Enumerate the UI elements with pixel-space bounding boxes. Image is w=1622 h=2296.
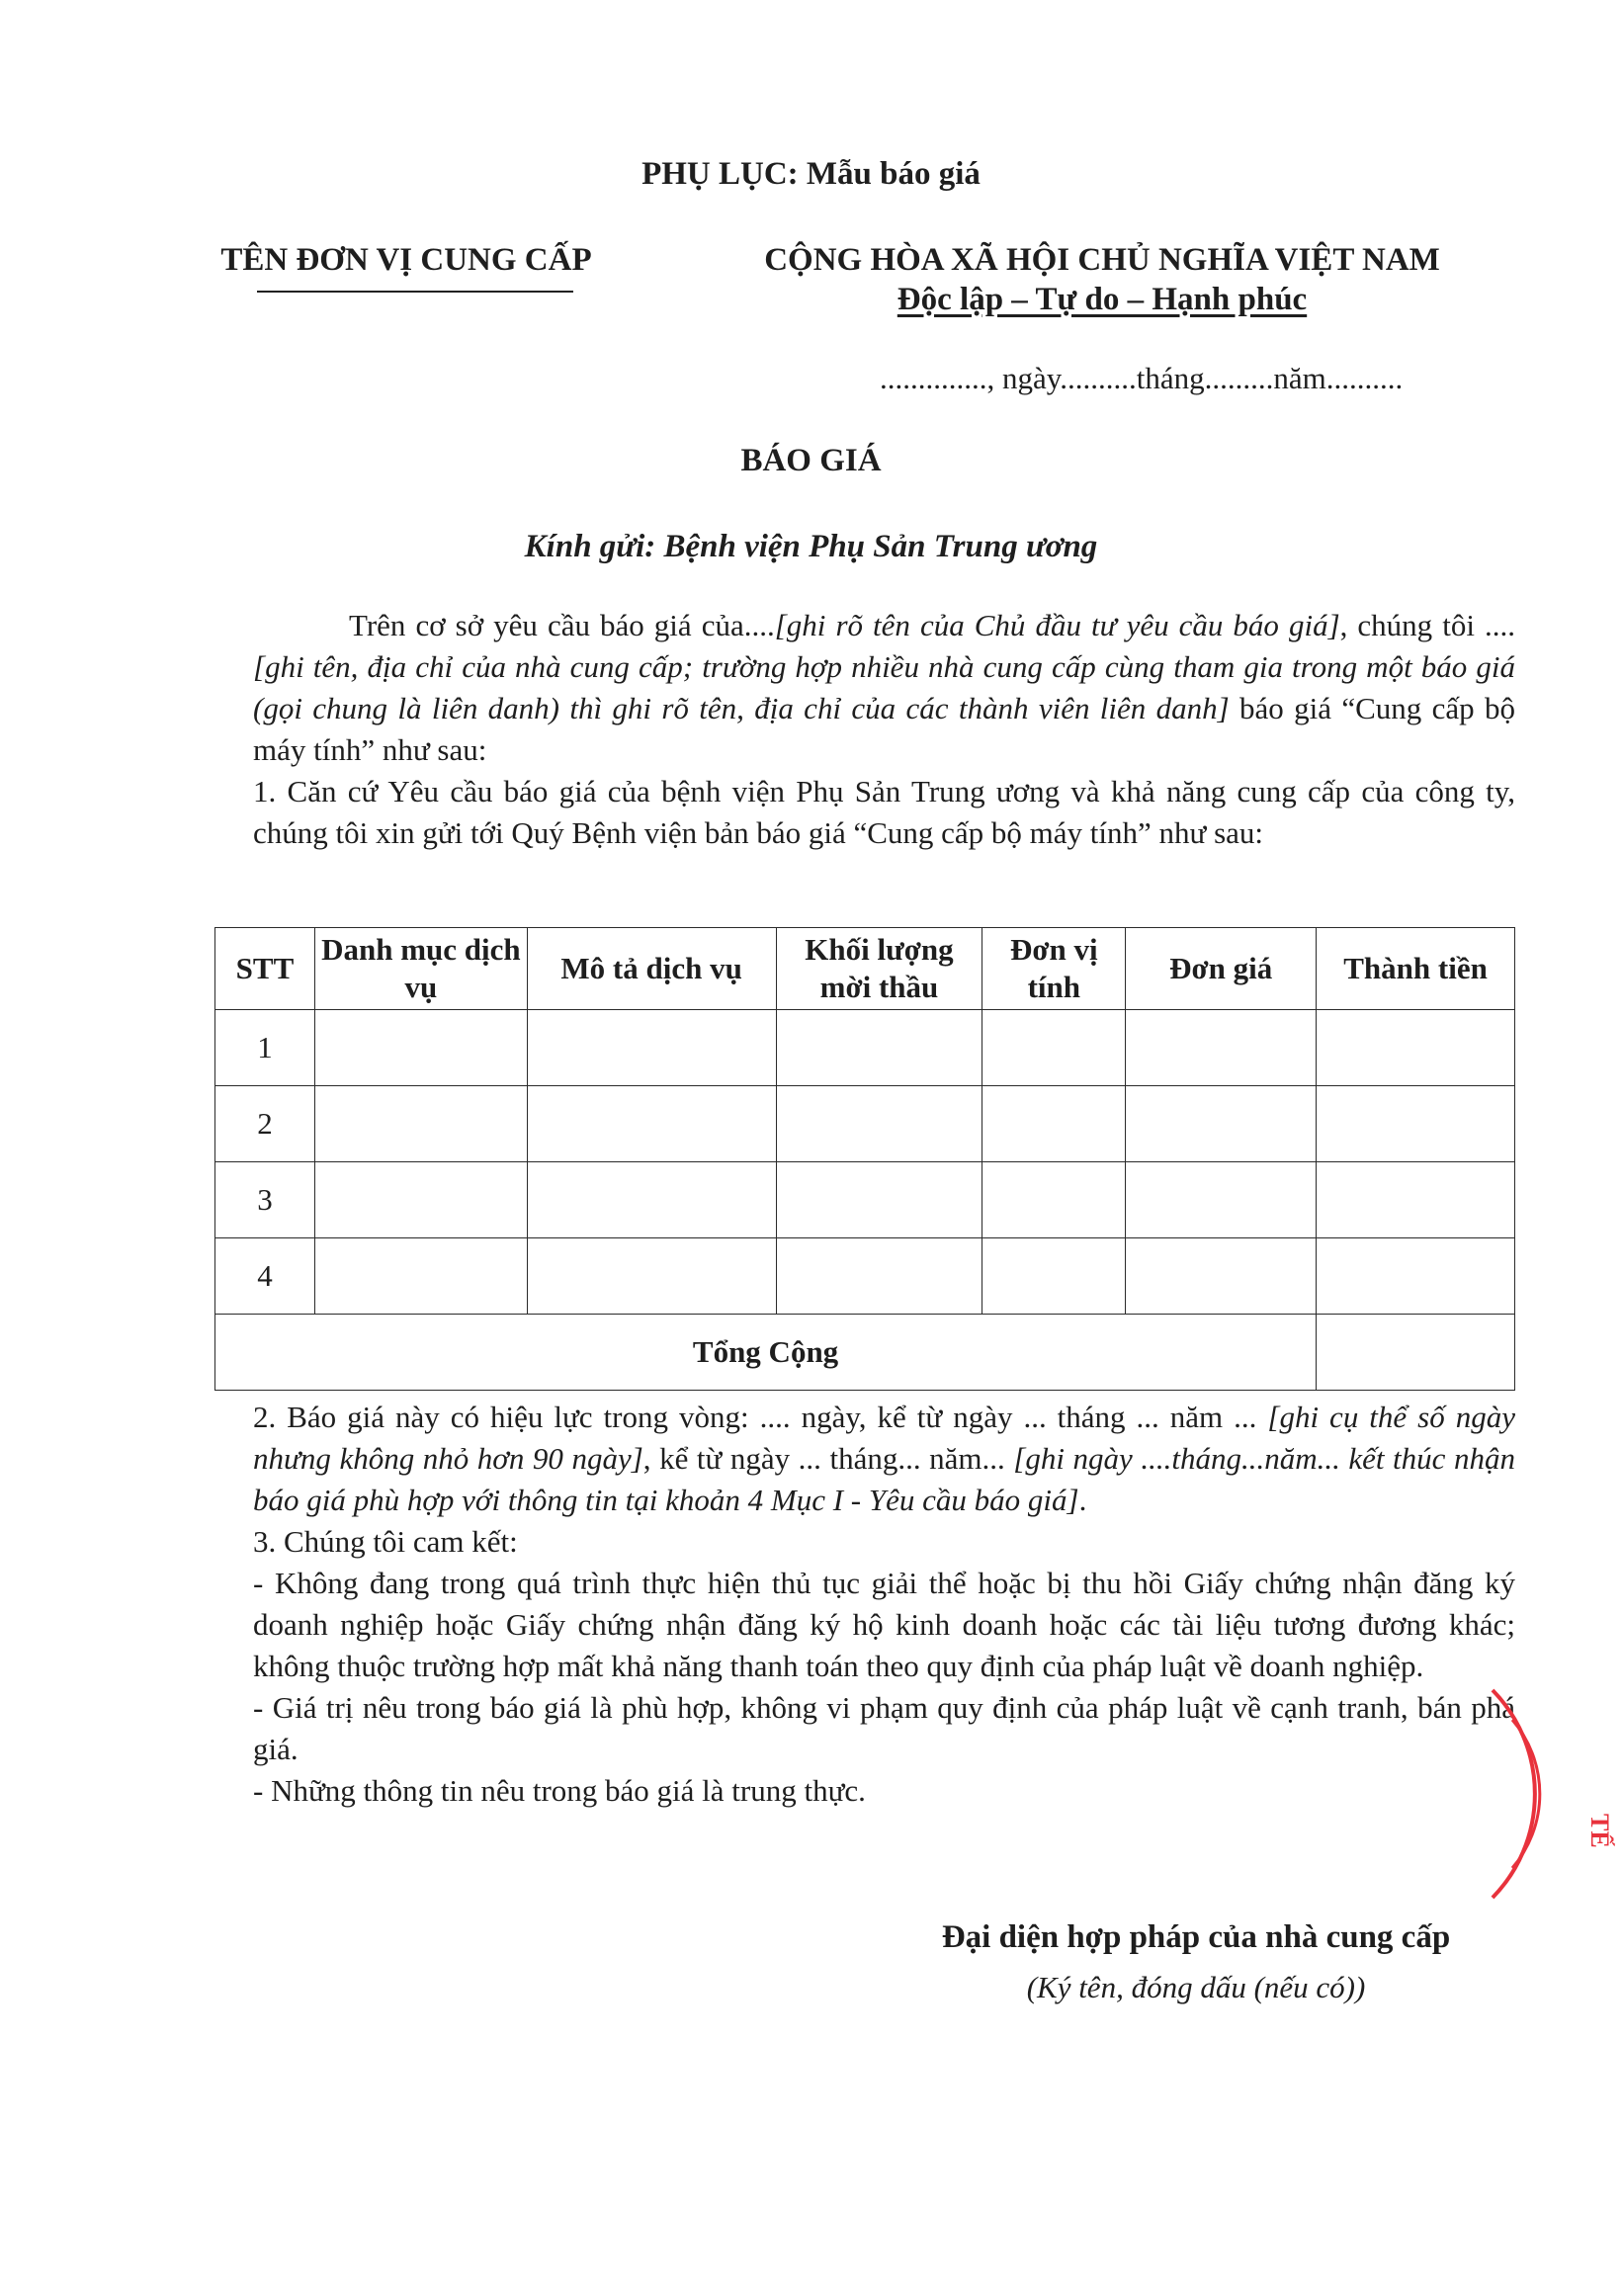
table-cell[interactable] xyxy=(314,1162,527,1238)
terms xyxy=(253,1397,1515,1812)
intro xyxy=(253,605,1515,854)
commitment-item: - Những thông tin nêu trong báo giá là trung thực. xyxy=(253,1773,866,1808)
table-row xyxy=(215,1238,1515,1315)
recipient: Kính gửi: Bệnh viện Phụ Sản Trung ương xyxy=(524,529,1098,564)
header-stt: STT xyxy=(215,928,315,1010)
validity-text-2: , kể từ ngày ... tháng... năm... xyxy=(642,1441,1014,1476)
table-cell[interactable] xyxy=(1317,1010,1515,1086)
intro-text-3: báo giá “Cung cấp bộ máy tính” như sau: xyxy=(253,691,1515,767)
row-number: 1 xyxy=(215,1010,315,1086)
header-unit-price: Đơn giá xyxy=(1126,928,1317,1010)
table-cell[interactable] xyxy=(1317,1086,1515,1162)
table-cell[interactable] xyxy=(1126,1010,1317,1086)
supplier-name: TÊN ĐƠN VỊ CUNG CẤP xyxy=(220,242,592,278)
date-line: .............., ngày..........tháng.........năm.......... xyxy=(880,361,1404,395)
motto-text: Độc lập – Tự do – Hạnh phúc xyxy=(896,282,1308,317)
header-amount: Thành tiền xyxy=(1317,928,1515,1010)
table-cell[interactable] xyxy=(527,1162,776,1238)
table-row xyxy=(215,1162,1515,1238)
intro-point-1: 1. Căn cứ Yêu cầu báo giá của bệnh viện Phụ Sản Trung ương và khả năng cung cấp của công ty, chúng tôi xin gửi tới Quý Bệnh viện bản báo giá “Cung cấp bộ máy tính” như sau: xyxy=(253,774,1515,850)
table-cell[interactable] xyxy=(314,1010,527,1086)
intro-note-supplier: [ghi tên, địa chỉ của nhà cung cấp; trường hợp nhiều nhà cung cấp cùng tham gia trong một báo giá (gọi chung là liên danh) thì ghi rõ tên, địa chỉ của các thành viên liên danh] xyxy=(253,649,1515,725)
table-cell[interactable] xyxy=(1317,1238,1515,1315)
table-cell[interactable] xyxy=(314,1086,527,1162)
table-cell[interactable] xyxy=(1126,1162,1317,1238)
table-row xyxy=(215,1010,1515,1086)
header-quantity: Khối lượng mời thầu xyxy=(776,928,982,1010)
table-cell[interactable] xyxy=(527,1086,776,1162)
row-number: 2 xyxy=(215,1086,315,1162)
table-cell[interactable] xyxy=(1126,1086,1317,1162)
table-cell[interactable] xyxy=(776,1010,982,1086)
document-title: BÁO GIÁ xyxy=(740,443,882,478)
validity-note-date: [ghi ngày ....tháng...năm... kết thúc nhận báo giá phù hợp với thông tin tại khoản 4 Mục I - Yêu cầu báo giá] xyxy=(253,1441,1515,1517)
table-cell[interactable] xyxy=(314,1238,527,1315)
table-header-row xyxy=(215,928,1515,1010)
table-cell[interactable] xyxy=(982,1238,1126,1315)
table-cell[interactable] xyxy=(527,1238,776,1315)
row-number: 3 xyxy=(215,1162,315,1238)
validity-note-days: [ghi cụ thể số ngày nhưng không nhỏ hơn 90 ngày] xyxy=(253,1400,1515,1476)
table-cell[interactable] xyxy=(982,1010,1126,1086)
total-label: Tổng Cộng xyxy=(215,1315,1317,1391)
table-cell[interactable] xyxy=(776,1162,982,1238)
intro-text-2: , chúng tôi .... xyxy=(1339,608,1515,642)
stamp-icon xyxy=(1473,1631,1622,1917)
validity-text-3: . xyxy=(1078,1483,1087,1517)
commitment-heading: 3. Chúng tôi cam kết: xyxy=(253,1524,518,1559)
table-cell[interactable] xyxy=(982,1086,1126,1162)
signature-title: Đại diện hợp pháp của nhà cung cấp xyxy=(941,1919,1451,1955)
motto xyxy=(726,282,1478,318)
supplier-underline xyxy=(257,291,573,293)
table-cell[interactable] xyxy=(776,1238,982,1315)
table-cell[interactable] xyxy=(776,1086,982,1162)
validity-paragraph xyxy=(253,1397,1515,1521)
table-cell[interactable] xyxy=(527,1010,776,1086)
header-service-category: Danh mục dịch vụ xyxy=(314,928,527,1010)
header-unit: Đơn vị tính xyxy=(982,928,1126,1010)
appendix-title: PHỤ LỤC: Mẫu báo giá xyxy=(641,156,981,192)
table-cell[interactable] xyxy=(1317,1162,1515,1238)
table-cell[interactable] xyxy=(1126,1238,1317,1315)
commitment-item: - Không đang trong quá trình thực hiện thủ tục giải thể hoặc bị thu hồi Giấy chứng nhận đăng ký doanh nghiệp hoặc Giấy chứng nhận đăng ký hộ kinh doanh hoặc các tài liệu tương đương khác; không thuộc trường hợp mất khả năng thanh toán theo quy định của pháp luật về doanh nghiệp. xyxy=(253,1566,1515,1683)
table-row xyxy=(215,1086,1515,1162)
signature-note: (Ký tên, đóng dấu (nếu có)) xyxy=(1026,1970,1366,2004)
commitment-item: - Giá trị nêu trong báo giá là phù hợp, không vi phạm quy định của pháp luật về cạnh tranh, bán phá giá. xyxy=(253,1690,1515,1766)
total-amount-cell[interactable] xyxy=(1317,1315,1515,1391)
header-service-description: Mô tả dịch vụ xyxy=(527,928,776,1010)
validity-text-1: 2. Báo giá này có hiệu lực trong vòng: .... ngày, kể từ ngày ... tháng ... năm ... xyxy=(253,1400,1268,1434)
row-number: 4 xyxy=(215,1238,315,1315)
stamp-text: TẾ xyxy=(1585,1814,1614,1848)
table-total-row xyxy=(215,1315,1515,1391)
table-cell[interactable] xyxy=(982,1162,1126,1238)
quote-table xyxy=(214,927,1515,1391)
country-name: CỘNG HÒA XÃ HỘI CHỦ NGHĨA VIỆT NAM xyxy=(764,242,1440,278)
intro-text-1: Trên cơ sở yêu cầu báo giá của.... xyxy=(349,608,775,642)
intro-note-investor: [ghi rõ tên của Chủ đầu tư yêu cầu báo giá] xyxy=(774,608,1340,642)
intro-paragraph xyxy=(253,605,1515,771)
